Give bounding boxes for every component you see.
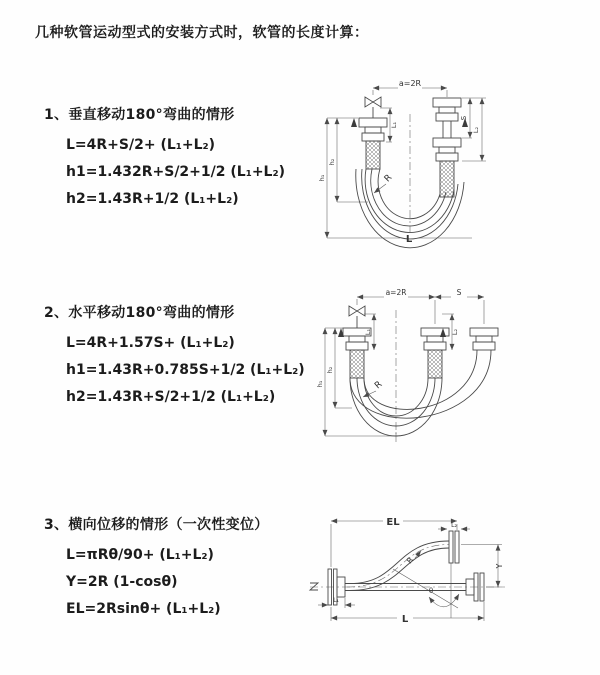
dim-label-s: S [460,115,468,121]
section-lateral-displacement [44,516,269,623]
formula-line: h2=1.43R+S/2+1/2 (L₁+L₂) [66,389,276,405]
formula-list [66,132,285,213]
formula-line: L=4R+S/2+ (L₁+L₂) [66,137,216,153]
dimension-lines [318,521,502,621]
dim-label-theta: θ [428,587,434,595]
diagram-vertical-180-bend [312,72,548,264]
formula-list [66,542,269,623]
page-title: 几种软管运动型式的安装方式时，软管的长度计算： [35,25,369,41]
diagram-lateral-displacement [305,498,600,650]
dim-label-h2: h₂ [326,366,334,374]
dim-label-a2r: a=2R [385,288,407,297]
dim-label-h2: h₂ [328,158,336,166]
moving-end-flange-pos2 [470,328,498,350]
dimension-labels [333,517,504,625]
dimension-lines [327,88,486,238]
hose-braid [366,141,380,169]
formula-line: EL=2Rsinθ+ (L₁+L₂) [66,601,221,617]
dim-label-l1: L₁ [364,328,372,336]
dim-label-s: S [456,288,462,297]
diagram-horizontal-180-bend [312,284,564,456]
section-heading: 1、垂直移动180°弯曲的情形 [44,107,235,123]
dim-label-l: L [405,234,413,245]
fixed-end-flange [359,118,387,169]
dim-label-l1: L₁ [333,597,339,604]
dim-label-l: L [401,614,409,625]
hose-braid [428,350,442,378]
dim-label-l2: L₂ [451,522,457,529]
dim-label-h1: h₁ [316,380,324,388]
moving-end-flange-lower [433,138,461,197]
formula-line: L=4R+1.57S+ (L₁+L₂) [66,335,235,351]
dim-label-l1: L₁ [390,121,398,129]
hose-braid [440,161,454,197]
formula-line: L=πRθ/90+ (L₁+L₂) [66,547,214,563]
formula-line: h1=1.43R+0.785S+1/2 (L₁+L₂) [66,362,305,378]
dim-label-l2: L₂ [451,328,459,336]
formula-line: h1=1.432R+S/2+1/2 (L₁+L₂) [66,164,286,180]
dim-label-y: Y [495,563,504,569]
dimension-labels [318,79,480,245]
dim-label-r: R [373,379,385,392]
valve-icon [365,97,381,118]
break-mark [310,583,318,590]
formula-list [66,330,305,411]
section-horizontal-movement [44,304,305,411]
dim-label-h1: h₁ [318,174,326,182]
hose-braid [350,350,364,378]
dim-label-r: R [404,555,416,566]
dim-label-r: R [382,172,395,185]
formula-line: Y=2R (1-cosθ) [66,574,178,590]
section-heading: 3、横向位移的情形（一次性变位） [44,517,269,533]
moving-end-flange-upper [433,98,461,138]
dimension-lines [325,297,484,442]
formula-line: h2=1.43R+1/2 (L₁+L₂) [66,191,239,207]
dim-label-a2r: a=2R [398,79,422,88]
dim-label-l2: L₂ [472,126,480,134]
dim-label-el: EL [386,517,400,528]
hose-displaced-position [350,531,459,591]
movement-arrows [351,118,468,127]
section-heading: 2、水平移动180°弯曲的情形 [44,305,235,321]
section-vertical-movement [44,106,285,213]
valve-icon [349,306,365,328]
